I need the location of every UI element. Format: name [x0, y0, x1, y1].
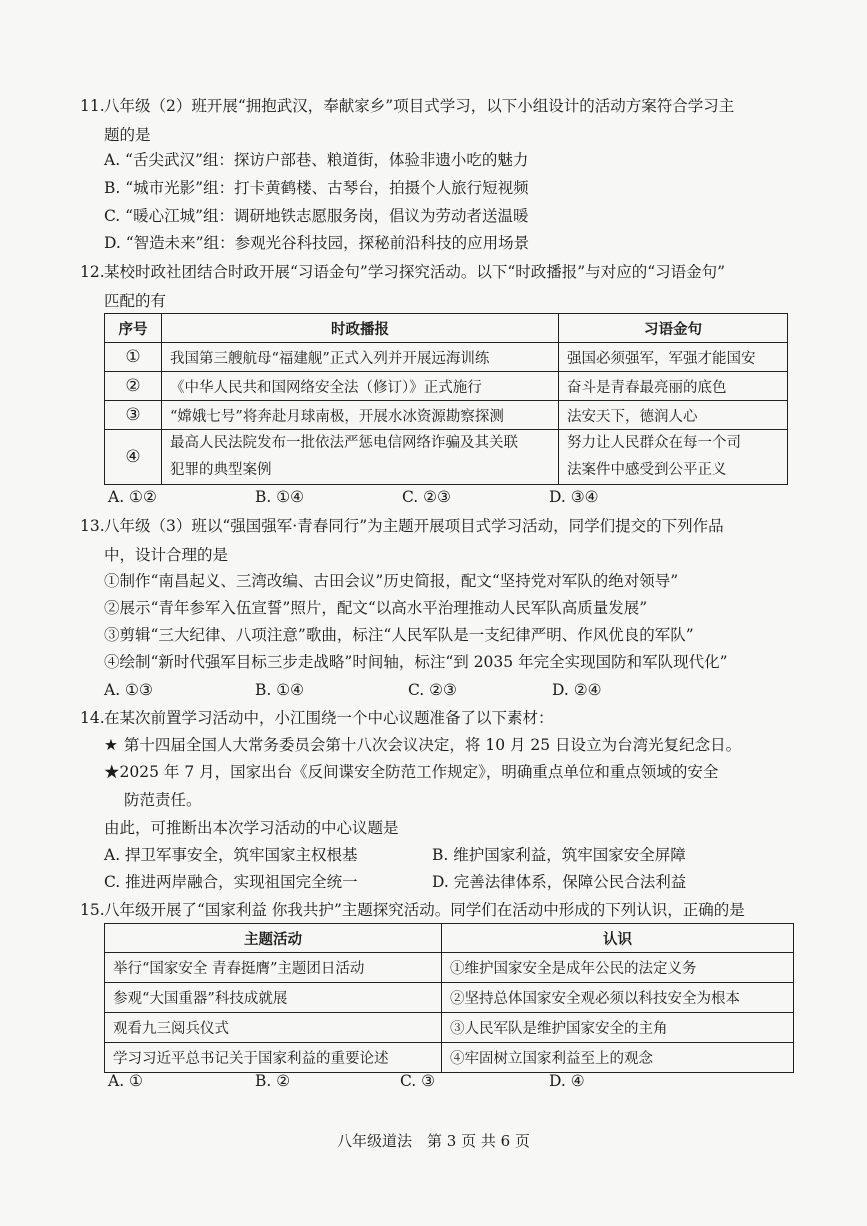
- quote-line: 努力让人民群众在每一个司: [567, 435, 741, 451]
- activity-view-table: [104, 923, 794, 1073]
- option-a: A. ①②: [108, 488, 157, 506]
- table-row: [105, 983, 794, 1013]
- news-cell: 我国第三艘航母“福建舰”正式入列并开展远海训练: [162, 343, 559, 372]
- activity-cell: 举行“国家安全 青春挺膺”主题团日活动: [105, 953, 442, 983]
- work-item-4: ④绘制“新时代强军目标三步走战略”时间轴，标注“到 2035 年完全实现国防和军队现代化”: [104, 653, 728, 671]
- star-icon: ★: [104, 763, 120, 781]
- activity-cell: 学习习近平总书记关于国家利益的重要论述: [105, 1043, 442, 1073]
- question-stem: 题的是: [104, 126, 151, 144]
- question-15: [80, 896, 804, 925]
- quote-cell: 法安天下，德润人心: [559, 401, 788, 430]
- table-row: [105, 343, 788, 372]
- option-d: D. ④: [549, 1072, 585, 1090]
- table-row: [105, 430, 788, 485]
- quote-cell: 奋斗是青春最亮丽的底色: [559, 372, 788, 401]
- question-number: 14.: [80, 709, 105, 727]
- option-c: C. ③: [400, 1072, 436, 1090]
- option-d: D. ③④: [549, 488, 599, 506]
- option-c: C. 推进两岸融合，实现祖国完全统一: [104, 873, 358, 891]
- material-1: [104, 731, 741, 759]
- table-header: 习语金句: [559, 314, 788, 343]
- question-stem: 八年级开展了“国家利益 你我共护”主题探究活动。同学们在活动中形成的下列认识，正确的是: [104, 901, 745, 919]
- view-cell: ④牢固树立国家利益至上的观念: [442, 1043, 794, 1073]
- option-a: A. 捍卫军事安全，筑牢国家主权根基: [104, 846, 358, 864]
- table-header: 认识: [442, 924, 794, 953]
- table-row: [105, 1043, 794, 1073]
- option-b: B. ①④: [255, 488, 305, 506]
- work-item-2: ②展示“青年参军入伍宣誓”照片，配文“以高水平治理推动人民军队高质量发展”: [104, 599, 648, 617]
- table-header: 主题活动: [105, 924, 442, 953]
- work-item-1: ①制作“南昌起义、三湾改编、古田会议”历史简报，配文“坚持党对军队的绝对领导”: [104, 572, 679, 590]
- news-cell: “嫦娥七号”将奔赴月球南极，开展水冰资源勘察探测: [162, 401, 559, 430]
- question-number: 15.: [80, 901, 105, 919]
- question-number: 12.: [80, 263, 105, 281]
- news-cell: [162, 430, 559, 485]
- question-number: 13.: [80, 517, 105, 535]
- option-a: A. ①③: [104, 681, 153, 699]
- news-quote-table: [104, 313, 788, 485]
- option-a: A. ①: [108, 1072, 143, 1090]
- table-header: 序号: [105, 314, 162, 343]
- option-c: C. ②③: [402, 488, 451, 506]
- option-a: A. “舌尖武汉”组：探访户部巷、粮道街，体验非遗小吃的魅力: [104, 151, 529, 169]
- table-row: [105, 372, 788, 401]
- question-13: [80, 512, 794, 570]
- work-item-3: ③剪辑“三大纪律、八项注意”歌曲，标注“人民军队是一支纪律严明、作风优良的军队”: [104, 626, 694, 644]
- option-d: D. 完善法律体系，保障公民合法利益: [432, 873, 687, 891]
- question-stem: 某校时政社团结合时政开展“习语金句”学习探究活动。以下“时政播报”与对应的“习语金句”: [104, 263, 726, 281]
- question-stem: 中，设计合理的是: [104, 546, 229, 564]
- option-b: B. ②: [255, 1072, 291, 1090]
- question-14: [80, 704, 794, 733]
- news-line: 最高人民法院发布一批依法严惩电信网络诈骗及其关联: [170, 435, 518, 451]
- table-row: [105, 1013, 794, 1043]
- table-row: [105, 401, 788, 430]
- question-stem: 在某次前置学习活动中，小江围绕一个中心议题准备了以下素材：: [104, 709, 554, 727]
- view-cell: ②坚持总体国家安全观必须以科技安全为根本: [442, 983, 794, 1013]
- option-b: B. ①④: [255, 681, 305, 699]
- option-b: B. “城市光影”组：打卡黄鹤楼、古琴台，拍摄个人旅行短视频: [104, 179, 529, 197]
- question-stem: 八年级（2）班开展“拥抱武汉，奉献家乡”项目式学习，以下小组设计的活动方案符合学习主: [104, 97, 735, 115]
- quote-cell: [559, 430, 788, 485]
- option-c: C. ②③: [408, 681, 457, 699]
- option-d: D. “智造未来”组：参观光谷科技园，探秘前沿科技的应用场景: [104, 234, 530, 252]
- page-footer: 八年级道法 第 3 页 共 6 页: [337, 1132, 530, 1150]
- option-c: C. “暖心江城”组：调研地铁志愿服务岗，倡议为劳动者送温暖: [104, 207, 529, 225]
- news-line: 犯罪的典型案例: [170, 462, 272, 478]
- material-2-cont: 防范责任。: [124, 791, 202, 809]
- material-text: 第十四届全国人大常务委员会第十八次会议决定，将 10 月 25 日设立为台湾光复纪念日。: [123, 736, 742, 754]
- view-cell: ③人民军队是维护国家安全的主角: [442, 1013, 794, 1043]
- row-number: ②: [105, 372, 162, 401]
- table-header: 时政播报: [162, 314, 559, 343]
- row-number: ①: [105, 343, 162, 372]
- question-stem: 匹配的有: [104, 292, 167, 310]
- question-number: 11.: [80, 97, 105, 115]
- quote-cell: 强国必须强军，军强才能国安: [559, 343, 788, 372]
- question-12: [80, 258, 794, 316]
- option-d: D. ②④: [552, 681, 602, 699]
- question-stem: 由此，可推断出本次学习活动的中心议题是: [104, 819, 399, 837]
- quote-line: 法案件中感受到公平正义: [567, 462, 727, 478]
- news-cell: 《中华人民共和国网络安全法（修订）》正式施行: [162, 372, 559, 401]
- table-row: [105, 953, 794, 983]
- activity-cell: 参观“大国重器”科技成就展: [105, 983, 442, 1013]
- question-11: [80, 92, 794, 150]
- question-stem: 八年级（3）班以“强国强军·青春同行”为主题开展项目式学习活动，同学们提交的下列作品: [104, 517, 724, 535]
- view-cell: ①维护国家安全是成年公民的法定义务: [442, 953, 794, 983]
- option-b: B. 维护国家利益，筑牢国家安全屏障: [432, 846, 686, 864]
- material-2: [104, 758, 718, 786]
- row-number: ③: [105, 401, 162, 430]
- material-text: 2025 年 7 月，国家出台《反间谍安全防范工作规定》，明确重点单位和重点领域的安全: [119, 763, 719, 781]
- row-number: ④: [105, 430, 162, 485]
- activity-cell: 观看九三阅兵仪式: [105, 1013, 442, 1043]
- star-icon: ★: [104, 736, 118, 754]
